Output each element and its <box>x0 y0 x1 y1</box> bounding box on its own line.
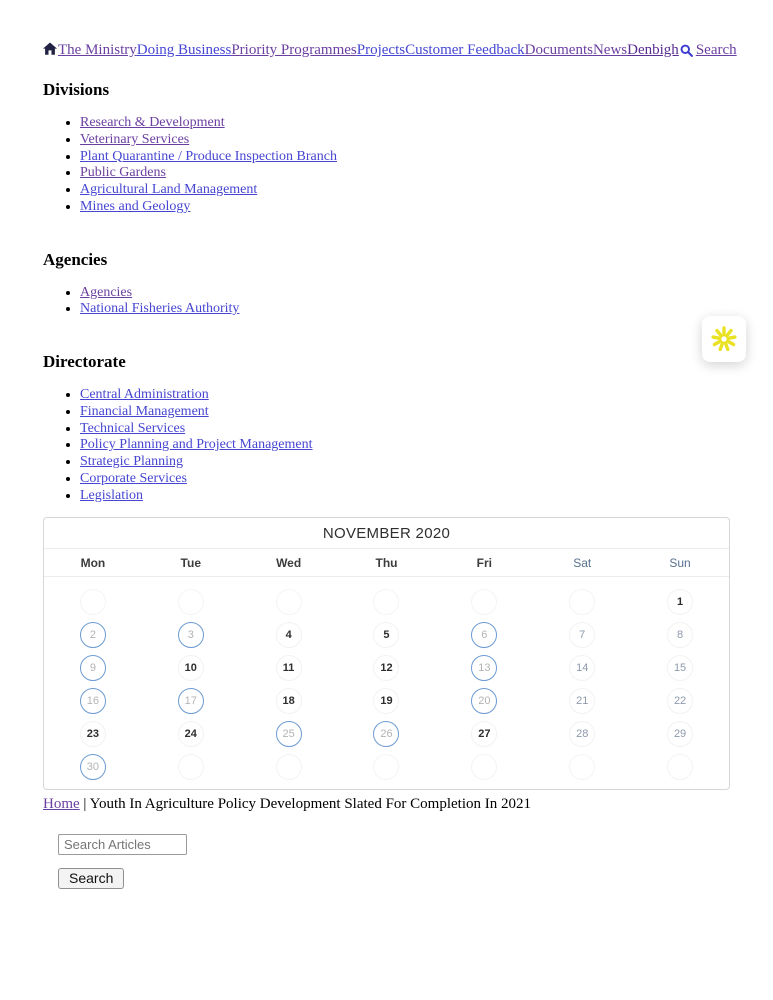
calendar-day: 8 <box>667 622 693 648</box>
calendar-day <box>373 589 399 615</box>
calendar-day-header: Mon <box>80 556 106 571</box>
calendar-cell <box>142 717 240 750</box>
calendar-cell <box>44 750 142 783</box>
calendar-cell <box>142 585 240 618</box>
breadcrumb-home-link[interactable]: Home <box>43 796 80 813</box>
calendar-day: 18 <box>276 688 302 714</box>
calendar-cell <box>338 651 436 684</box>
calendar-cell <box>142 750 240 783</box>
list-item <box>80 115 730 132</box>
nav-link[interactable]: The Ministry <box>58 42 137 58</box>
sections-container <box>43 80 730 504</box>
section-link[interactable]: Research & Development <box>80 115 225 130</box>
calendar-cell <box>533 651 631 684</box>
list-item <box>80 421 730 438</box>
calendar-cell <box>435 618 533 651</box>
calendar-event-day[interactable]: 20 <box>471 688 497 714</box>
calendar-day <box>373 754 399 780</box>
section <box>43 80 730 216</box>
calendar-cell <box>533 717 631 750</box>
calendar-event-day[interactable]: 26 <box>373 721 399 747</box>
calendar-cell <box>533 585 631 618</box>
calendar-cell <box>533 618 631 651</box>
calendar-grid <box>44 577 729 789</box>
calendar-event-day[interactable]: 3 <box>178 622 204 648</box>
calendar-day: 1 <box>667 589 693 615</box>
section-link[interactable]: Mines and Geology <box>80 198 191 214</box>
calendar-day <box>80 589 106 615</box>
calendar-day: 28 <box>569 721 595 747</box>
calendar-event-day[interactable]: 17 <box>178 688 204 714</box>
calendar-cell <box>240 750 338 783</box>
sunburst-icon <box>710 325 738 353</box>
calendar-cell <box>44 684 142 717</box>
list-item <box>80 132 730 149</box>
calendar-day: 7 <box>569 622 595 648</box>
list-item <box>80 488 730 505</box>
calendar-cell <box>435 585 533 618</box>
calendar-cell <box>240 585 338 618</box>
section-link-list <box>43 285 730 319</box>
calendar-cell <box>240 717 338 750</box>
section-link[interactable]: Policy Planning and Project Management <box>80 437 313 453</box>
list-item <box>80 199 730 216</box>
section-link-list <box>43 115 730 216</box>
calendar-cell <box>631 618 729 651</box>
section-link[interactable]: Agencies <box>80 284 133 300</box>
nav-link[interactable]: Customer Feedback <box>405 42 525 58</box>
calendar-day <box>471 754 497 780</box>
calendar-day <box>471 589 497 615</box>
event-calendar <box>43 517 730 790</box>
nav-link[interactable]: Projects <box>356 42 406 58</box>
calendar-day-header-row <box>44 549 729 577</box>
list-item <box>80 454 730 471</box>
calendar-cell <box>631 684 729 717</box>
calendar-cell <box>435 717 533 750</box>
calendar-day <box>178 589 204 615</box>
list-item <box>80 387 730 404</box>
section-link[interactable]: Corporate Services <box>80 470 187 486</box>
list-item <box>80 404 730 421</box>
list-item <box>80 285 730 302</box>
calendar-day: 15 <box>667 655 693 681</box>
calendar-cell <box>142 618 240 651</box>
section-link-list <box>43 387 730 504</box>
calendar-day: 5 <box>373 622 399 648</box>
calendar-cell <box>533 750 631 783</box>
nav-link[interactable]: News <box>592 42 628 58</box>
calendar-cell <box>142 684 240 717</box>
calendar-day: 24 <box>178 721 204 747</box>
top-nav <box>43 42 737 59</box>
calendar-cell <box>142 651 240 684</box>
calendar-day-header: Wed <box>276 556 302 571</box>
calendar-cell <box>338 618 436 651</box>
section-link[interactable]: Central Administration <box>80 387 209 402</box>
calendar-day: 23 <box>80 721 106 747</box>
calendar-day <box>569 589 595 615</box>
calendar-day: 21 <box>569 688 595 714</box>
section-link[interactable]: Strategic Planning <box>80 454 184 469</box>
calendar-event-day[interactable]: 9 <box>80 655 106 681</box>
calendar-day <box>178 754 204 780</box>
calendar-day: 22 <box>667 688 693 714</box>
article-search-form <box>58 834 730 889</box>
section-heading: Directorate <box>43 352 126 371</box>
nav-search-label: Search <box>695 42 737 58</box>
calendar-cell <box>240 684 338 717</box>
breadcrumb-page-title: Youth In Agriculture Policy Development Slated For Completion In 2021 <box>89 796 531 813</box>
calendar-cell <box>631 585 729 618</box>
section-link[interactable]: Agricultural Land Management <box>80 182 258 197</box>
calendar-cell <box>240 651 338 684</box>
calendar-day: 12 <box>373 655 399 681</box>
calendar-day <box>276 589 302 615</box>
calendar-cell <box>631 750 729 783</box>
list-item <box>80 301 730 318</box>
calendar-cell <box>435 651 533 684</box>
nav-link[interactable]: Documents <box>524 42 593 58</box>
calendar-cell <box>44 585 142 618</box>
calendar-event-day[interactable]: 25 <box>276 721 302 747</box>
calendar-cell <box>631 651 729 684</box>
calendar-cell <box>338 585 436 618</box>
calendar-day <box>276 754 302 780</box>
calendar-day: 11 <box>276 655 302 681</box>
nav-link[interactable]: Doing Business <box>136 42 232 58</box>
nav-link[interactable]: Priority Programmes <box>231 42 357 58</box>
search-articles-input[interactable] <box>58 834 187 855</box>
section-heading: Agencies <box>43 249 108 269</box>
search-icon <box>680 44 693 57</box>
calendar-day: 14 <box>569 655 595 681</box>
calendar-day-header: Thu <box>375 556 398 571</box>
search-submit-button[interactable]: Search <box>58 868 124 889</box>
home-icon <box>43 42 57 56</box>
section-link[interactable]: Financial Management <box>80 403 209 419</box>
section-link[interactable]: National Fisheries Authority <box>80 301 240 317</box>
calendar-event-day[interactable]: 13 <box>471 655 497 681</box>
calendar-day: 10 <box>178 655 204 681</box>
calendar-day-header: Sat <box>573 556 592 571</box>
calendar-cell <box>44 651 142 684</box>
nav-link[interactable]: Denbigh <box>627 42 679 58</box>
calendar-cell <box>435 684 533 717</box>
section-link[interactable]: Veterinary Services <box>80 131 190 147</box>
section-link[interactable]: Public Gardens <box>80 165 166 181</box>
calendar-cell <box>338 684 436 717</box>
section <box>43 352 730 504</box>
calendar-cell <box>533 684 631 717</box>
list-item <box>80 437 730 454</box>
section-link[interactable]: Legislation <box>80 487 143 503</box>
section-link[interactable]: Plant Quarantine / Produce Inspection Branch <box>80 148 337 164</box>
nav-search-link[interactable] <box>680 42 737 58</box>
breadcrumb <box>43 796 730 813</box>
calendar-day: 27 <box>471 721 497 747</box>
home-link[interactable] <box>43 42 57 58</box>
calendar-event-day[interactable]: 2 <box>80 622 106 648</box>
calendar-cell <box>631 717 729 750</box>
calendar-event-day[interactable]: 30 <box>80 754 106 780</box>
calendar-title: NOVEMBER 2020 <box>44 518 729 549</box>
floating-widget-button[interactable] <box>702 316 746 362</box>
section-link[interactable]: Technical Services <box>80 420 186 436</box>
breadcrumb-separator: | <box>83 796 87 813</box>
calendar-day: 29 <box>667 721 693 747</box>
calendar-day-header: Sun <box>669 556 691 571</box>
section-heading: Divisions <box>43 80 110 99</box>
calendar-day-header: Fri <box>476 556 493 571</box>
calendar-day: 19 <box>373 688 399 714</box>
calendar-cell <box>44 717 142 750</box>
calendar-day-header: Tue <box>180 556 201 571</box>
calendar-cell <box>44 618 142 651</box>
calendar-day: 4 <box>276 622 302 648</box>
calendar-cell <box>240 618 338 651</box>
list-item <box>80 149 730 166</box>
calendar-day <box>569 754 595 780</box>
section <box>43 250 730 319</box>
calendar-cell <box>338 750 436 783</box>
list-item <box>80 471 730 488</box>
calendar-day <box>667 754 693 780</box>
calendar-cell <box>435 750 533 783</box>
list-item <box>80 182 730 199</box>
calendar-cell <box>338 717 436 750</box>
calendar-event-day[interactable]: 16 <box>80 688 106 714</box>
calendar-event-day[interactable]: 6 <box>471 622 497 648</box>
list-item <box>80 165 730 182</box>
